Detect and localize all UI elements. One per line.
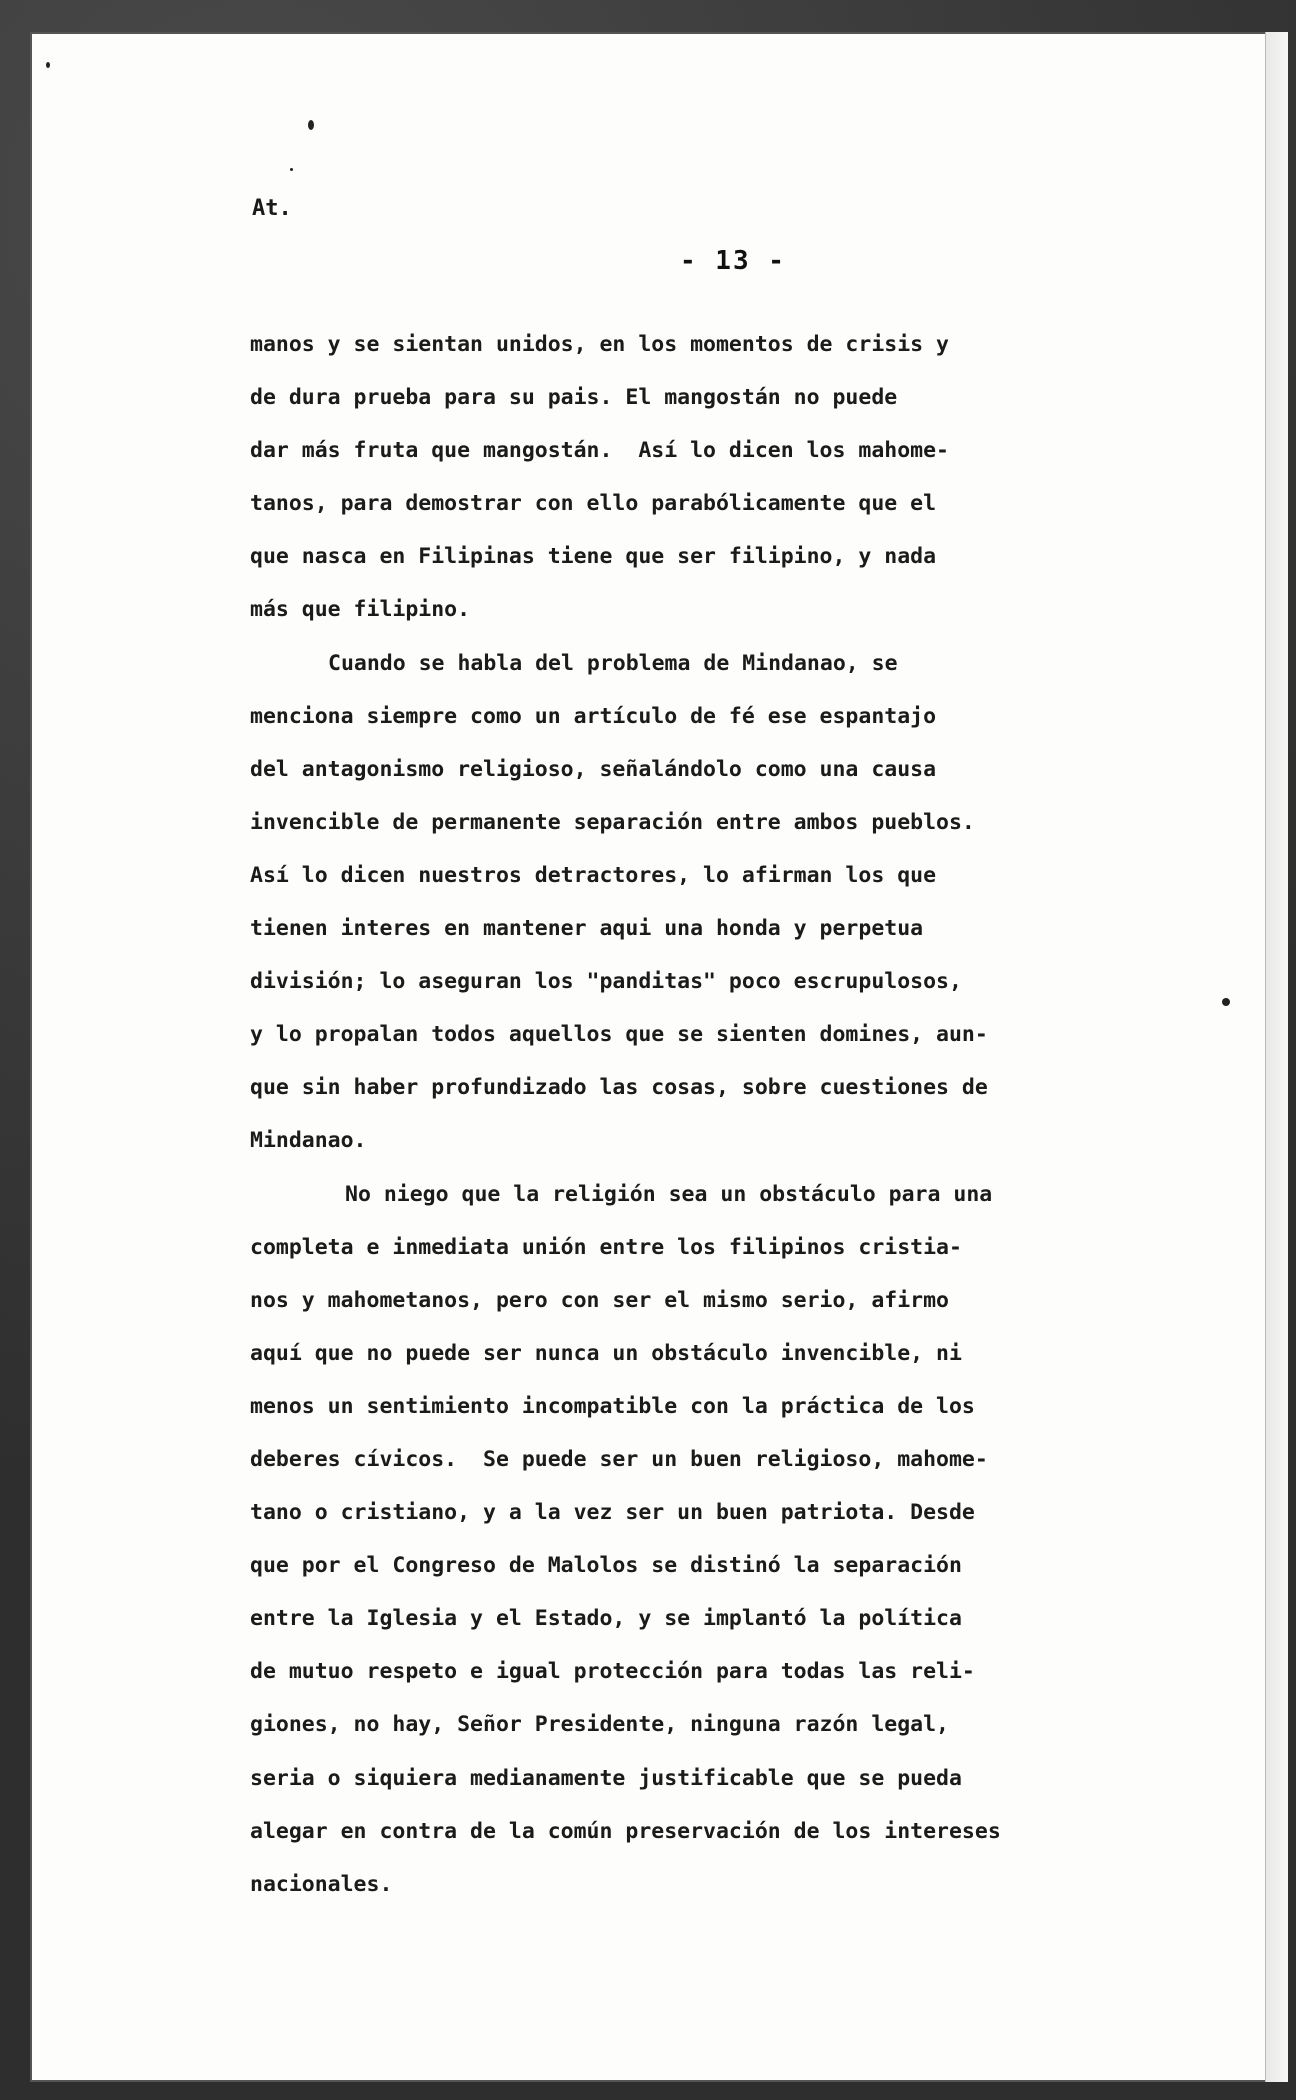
- text-line: tanos, para demostrar con ello parabólicamente que el: [250, 491, 937, 517]
- ink-speck: [290, 168, 293, 171]
- text-line: más que filipino.: [250, 597, 471, 623]
- text-line: giones, no hay, Señor Presidente, ninguna razón legal,: [250, 1712, 949, 1738]
- text-line: nos y mahometanos, pero con ser el mismo serio, afirmo: [250, 1287, 949, 1313]
- text-line: alegar en contra de la común preservación de los intereses: [250, 1818, 1001, 1844]
- text-line: invencible de permanente separación entre ambos pueblos.: [250, 809, 975, 835]
- text-line: deberes cívicos. Se puede ser un buen religioso, mahome-: [250, 1446, 988, 1472]
- paragraph-start-line: Cuando se habla del problema de Mindanao, se: [328, 650, 898, 676]
- text-line: del antagonismo religioso, señalándolo como una causa: [250, 756, 937, 782]
- text-line: completa e inmediata unión entre los filipinos cristia-: [250, 1234, 962, 1260]
- text-line: menos un sentimiento incompatible con la práctica de los: [250, 1393, 975, 1419]
- text-line: entre la Iglesia y el Estado, y se implantó la política: [250, 1606, 962, 1632]
- text-line: de dura prueba para su pais. El mangostán no puede: [250, 385, 898, 411]
- ink-speck: [1222, 998, 1230, 1006]
- ink-speck: [46, 62, 50, 68]
- page-number: - 13 -: [680, 246, 786, 276]
- text-line: que sin haber profundizado las cosas, sobre cuestiones de: [250, 1075, 988, 1101]
- text-line: que nasca en Filipinas tiene que ser filipino, y nada: [250, 544, 937, 570]
- text-line: nacionales.: [250, 1871, 393, 1897]
- text-line: tienen interes en mantener aqui una honda y perpetua: [250, 916, 924, 942]
- text-line: Mindanao.: [250, 1128, 367, 1154]
- text-line: seria o siquiera medianamente justificable que se pueda: [250, 1765, 962, 1791]
- page-edge: [1265, 32, 1288, 2082]
- body-text: [250, 318, 1150, 1911]
- text-line: menciona siempre como un artículo de fé ese espantajo: [250, 703, 937, 729]
- text-line: de mutuo respeto e igual protección para todas las reli-: [250, 1659, 975, 1685]
- page-identifier: At.: [252, 196, 292, 221]
- text-line: aquí que no puede ser nunca un obstáculo invencible, ni: [250, 1340, 962, 1366]
- text-line: manos y se sientan unidos, en los momentos de crisis y: [250, 332, 949, 357]
- text-line: división; lo aseguran los "panditas" poco escrupulosos,: [250, 969, 962, 995]
- text-line: dar más fruta que mangostán. Así lo dicen los mahome-: [250, 438, 949, 464]
- text-line: Así lo dicen nuestros detractores, lo afirman los que: [250, 862, 937, 888]
- ink-speck: [308, 120, 314, 130]
- text-line: y lo propalan todos aquellos que se sienten domines, aun-: [250, 1022, 988, 1048]
- text-line: que por el Congreso de Malolos se distinó la separación: [250, 1553, 962, 1579]
- text-line: tano o cristiano, y a la vez ser un buen patriota. Desde: [250, 1500, 975, 1526]
- paragraph-start-line: No niego que la religión sea un obstáculo para una: [345, 1181, 993, 1207]
